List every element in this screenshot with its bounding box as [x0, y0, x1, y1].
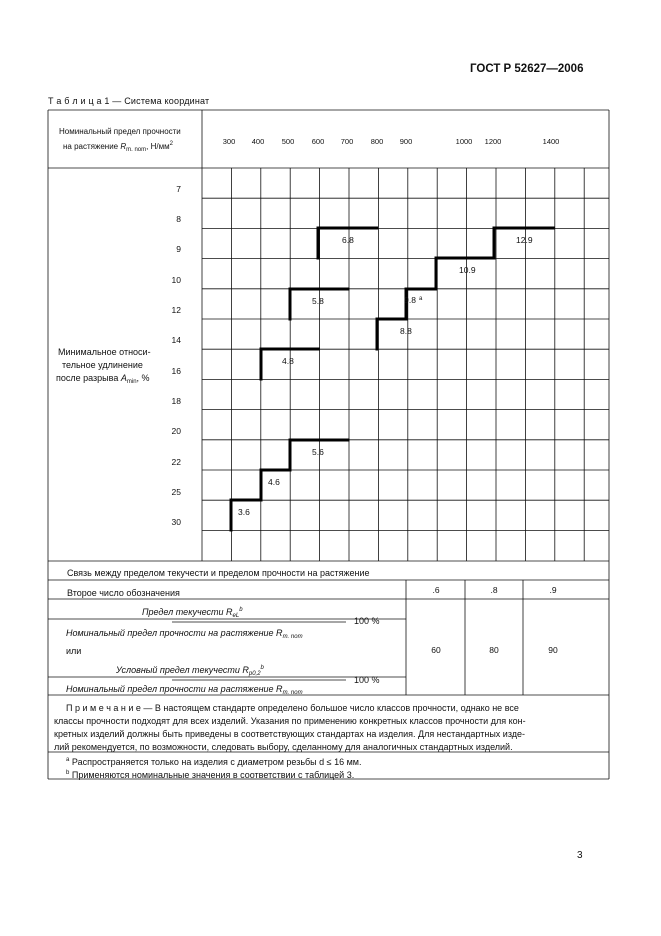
class-footnote-mark: a [419, 296, 423, 302]
tensile-tick-label: 600 [311, 137, 325, 146]
elongation-tick-label: 12 [171, 305, 181, 315]
elongation-tick-label: 20 [171, 426, 181, 436]
note-line-3: кретных изделий должны быть приведены в соответствующих стандартах на изделия. Для нестандартных изде- [54, 729, 526, 739]
second-digit-value: .6 [432, 585, 440, 595]
table-caption: Т а б л и ц а 1 — Система координат [48, 96, 210, 106]
tensile-header-line2: на растяжение $R_{m. nom}$, $Н/мм^2$ [63, 141, 173, 153]
strength-class-label: 10.9 [459, 265, 476, 275]
tensile-tick-label: 700 [340, 137, 354, 146]
elongation-tick-label: 18 [171, 396, 181, 406]
strength-class-label: 3.6 [238, 507, 250, 517]
strength-class-label: 8.8 [400, 326, 412, 336]
or-label: или [66, 646, 82, 656]
elongation-tick-label: 22 [171, 457, 181, 467]
tensile-tick-label: 1000 [455, 137, 473, 146]
second-digit-value: .9 [549, 585, 557, 595]
strength-class-label: 4.8 [282, 356, 294, 366]
second-digit-label: Второе число обозначения [67, 588, 180, 598]
tensile-tick-label: 1400 [542, 137, 560, 146]
tensile-tick-label: 800 [370, 137, 384, 146]
tensile-tick-label: 1200 [484, 137, 502, 146]
footnote-b: $^b$ Применяются номинальные значения в соответствии с таблицей 3. [66, 770, 355, 780]
elongation-tick-label: 7 [176, 184, 181, 194]
footnote-a: $^a$ Распространяется только на изделия с диаметром резьбы d ≤ 16 мм. [66, 757, 362, 767]
elongation-tick-label: 10 [171, 275, 181, 285]
nominal-strength-label-b: Номинальный предел прочности на растяжение $R_{m. nom}$ [66, 684, 303, 696]
page-number: 3 [577, 850, 583, 861]
proof-strength-label: Условный предел текучести $R_{p0,2}^b$ [116, 665, 264, 677]
tensile-header-line1: Номинальный предел прочности [59, 127, 181, 136]
strength-class-label: 4.6 [268, 477, 280, 487]
document-code: ГОСТ Р 52627—2006 [470, 63, 584, 75]
tensile-tick-label: 300 [222, 137, 236, 146]
second-digit-value: .8 [490, 585, 498, 595]
relation-title: Связь между пределом текучести и пределом прочности на растяжение [67, 568, 370, 578]
elongation-label-line1: Минимальное относи- [58, 347, 151, 357]
elongation-tick-label: 8 [176, 214, 181, 224]
tensile-tick-label: 900 [399, 137, 413, 146]
elongation-label-line2: тельное удлинение [62, 360, 143, 370]
yield-strength-label: Предел текучести $R_{eL}^b$ [142, 607, 243, 619]
note-line-1: П р и м е ч а н и е — В настоящем стандарте определено большое число классов прочности, однако не все [66, 703, 519, 713]
strength-class-label: 9.8 [404, 295, 416, 305]
elongation-tick-label: 30 [171, 517, 181, 527]
note-line-2: классы прочности подходят для всех изделий. Указания по применению конкретных классов прочности для кон- [54, 716, 526, 726]
tensile-tick-label: 400 [251, 137, 265, 146]
ratio-value: 90 [548, 645, 558, 655]
elongation-tick-label: 9 [176, 244, 181, 254]
ratio-value: 80 [489, 645, 499, 655]
ratio-value: 60 [431, 645, 441, 655]
table-grid-lines [48, 110, 609, 779]
elongation-tick-label: 14 [171, 335, 181, 345]
times-100-b: 100 % [354, 675, 380, 685]
tensile-tick-label: 500 [281, 137, 295, 146]
times-100-a: 100 % [354, 616, 380, 626]
strength-class-label: 12.9 [516, 235, 533, 245]
elongation-tick-label: 25 [171, 487, 181, 497]
strength-class-label: 5.8 [312, 296, 324, 306]
strength-class-label: 5.6 [312, 447, 324, 457]
elongation-tick-label: 16 [171, 366, 181, 376]
note-line-4: лий рекомендуется, по возможности, следовать выбору, сделанному для аналогичных стандартных изделий. [54, 742, 513, 752]
nominal-strength-label-a: Номинальный предел прочности на растяжение $R_{m. nom}$ [66, 628, 303, 640]
strength-class-label: 6.8 [342, 235, 354, 245]
elongation-label-line3: после разрыва $A_{min}$, % [56, 373, 150, 385]
